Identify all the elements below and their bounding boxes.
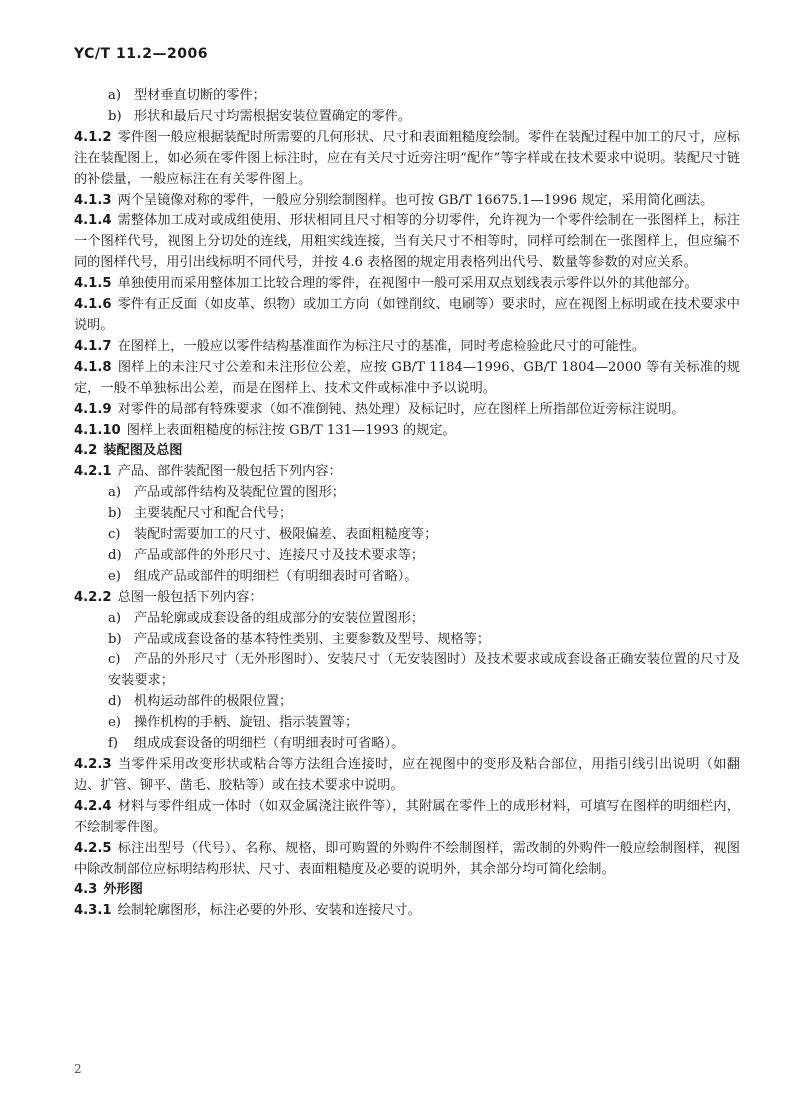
list-item-label: d) xyxy=(108,547,122,563)
clause-paragraph xyxy=(74,358,740,400)
clause-paragraph xyxy=(74,797,740,839)
clause-paragraph xyxy=(74,755,740,797)
clause-number: 4.2.2 xyxy=(74,589,112,605)
clause-paragraph xyxy=(74,400,740,421)
list-item xyxy=(74,713,740,734)
clause-text: 对零件的局部有特殊要求（如不准倒钝、热处理）及标记时，应在图样上所指部位近旁标注说明。 xyxy=(117,401,685,417)
clause-paragraph xyxy=(74,274,740,295)
clause-paragraph xyxy=(74,191,740,212)
list-item xyxy=(74,734,740,755)
list-item-text: 机构运动部件的极限位置； xyxy=(134,694,293,710)
clause-text: 标注出型号（代号）、名称、规格，即可购置的外购件不绘制图样，需改制的外购件一般应绘制图样，视图中除改制部位应标明结构形状、尺寸、表面粗糙度及必要的说明外，其余部分均可简化绘制。 xyxy=(74,840,740,877)
clause-number: 4.1.10 xyxy=(74,422,121,438)
clause-text: 图样上的未注尺寸公差和未注形位公差，应按 GB/T 1184—1996、GB/T 1804—2000 等有关标准的规定，一般不单独标出公差，而是在图样上、技术文件或标准中予以说明。 xyxy=(74,359,740,396)
list-item-label: e) xyxy=(108,568,121,584)
clause-number: 4.1.5 xyxy=(74,276,112,292)
list-item-label: c) xyxy=(108,652,121,668)
list-item-text: 操作机构的手柄、旋钮、指示装置等； xyxy=(134,715,359,731)
list-item-label: b) xyxy=(108,506,122,522)
list-item-text: 主要装配尺寸和配合代号； xyxy=(134,506,293,522)
clause-number: 4.2.1 xyxy=(74,464,112,480)
clause-number: 4.2.3 xyxy=(74,757,112,772)
clause-number: 4.1.6 xyxy=(74,297,112,313)
clause-number: 4.1.9 xyxy=(74,401,112,417)
section-heading xyxy=(74,441,740,462)
list-item-text: 产品或成套设备的基本特性类别、主要参数及型号、规格等； xyxy=(134,631,491,647)
list-item-label: e) xyxy=(108,715,121,731)
clause-text: 零件有正反面（如皮革、织物）或加工方向（如锉削纹、电刷等）要求时，应在视图上标明或在技术要求中说明。 xyxy=(74,297,740,333)
list-item-text: 产品或部件结构及装配位置的图形； xyxy=(134,485,345,501)
clause-text: 材料与零件组成一体时（如双金属浇注嵌件等），其附属在零件上的成形材料，可填写在图样的明细栏内，不绘制零件图。 xyxy=(74,798,740,835)
clause-paragraph xyxy=(74,295,740,337)
clause-text: 当零件采用改变形状或粘合等方法组合连接时，应在视图中的变形及粘合部位，用指引线引出说明（如翻边、扩管、铆平、凿毛、胶粘等）或在技术要求中说明。 xyxy=(74,757,740,793)
clause-number: 4.3.1 xyxy=(74,903,112,919)
clause-number: 4.1.8 xyxy=(74,359,112,375)
clause-paragraph xyxy=(74,421,740,442)
clause-paragraph xyxy=(74,462,740,483)
clause-number: 4.2.4 xyxy=(74,798,112,814)
list-item-label: a) xyxy=(108,485,122,501)
clause-number: 4.3 xyxy=(74,882,98,898)
section-title: 装配图及总图 xyxy=(103,443,183,459)
list-item-text: 型材垂直切断的零件； xyxy=(134,88,266,103)
list-item xyxy=(74,504,740,525)
clause-text: 绘制轮廓图形，标注必要的外形、安装和连接尺寸。 xyxy=(117,903,421,919)
clause-text: 图样上表面粗糙度的标注按 GB/T 131—1993 的规定。 xyxy=(126,422,456,438)
list-item xyxy=(74,692,740,713)
clause-text: 总图一般包括下列内容： xyxy=(117,589,263,605)
clause-paragraph xyxy=(74,128,740,191)
list-item xyxy=(74,567,740,588)
clause-text: 在图样上，一般应以零件结构基准面作为标注尺寸的基准，同时考虑检验此尺寸的可能性。 xyxy=(117,338,646,354)
list-item xyxy=(74,86,740,107)
list-item-text: 组成产品或部件的明细栏（有明细表时可省略）。 xyxy=(134,568,418,584)
clause-paragraph xyxy=(74,211,740,274)
clause-number: 4.2 xyxy=(74,443,98,459)
list-item-text: 产品轮廓或成套设备的组成部分的安装位置图形； xyxy=(134,610,425,626)
clause-paragraph xyxy=(74,901,740,922)
list-item-label: f) xyxy=(108,736,119,752)
list-item xyxy=(74,546,740,567)
clause-paragraph xyxy=(74,337,740,358)
list-item xyxy=(74,650,740,692)
clause-text: 两个呈镜像对称的零件，一般应分别绘制图样。也可按 GB/T 16675.1—1996 规定，采用简化画法。 xyxy=(117,192,714,208)
list-item xyxy=(74,609,740,630)
list-item xyxy=(74,630,740,651)
clause-number: 4.1.7 xyxy=(74,338,112,354)
section-heading xyxy=(74,880,740,901)
clause-number: 4.1.4 xyxy=(74,213,112,229)
list-item xyxy=(74,525,740,546)
list-item-label: a) xyxy=(108,88,122,103)
list-item-label: b) xyxy=(108,108,122,124)
clause-text: 单独使用而采用整体加工比较合理的零件，在视图中一般可采用双点划线表示零件以外的其他部分。 xyxy=(117,276,698,292)
clause-paragraph xyxy=(74,839,740,881)
clause-number: 4.2.5 xyxy=(74,840,112,856)
section-title: 外形图 xyxy=(103,882,143,898)
list-item-text: 形状和最后尺寸均需根据安装位置确定的零件。 xyxy=(134,108,411,124)
list-item xyxy=(74,107,740,128)
clause-text: 零件图一般应根据装配时所需要的几何形状、尺寸和表面粗糙度绘制。零件在装配过程中加工的尺寸，应标注在装配图上，如必须在零件图上标注时，应在有关尺寸近旁注明“配作”等字样或在技术要求中说明。装配尺寸链的补偿量，一般应标注在有关零件图上。 xyxy=(74,129,740,187)
list-item-text: 组成成套设备的明细栏（有明细表时可省略）。 xyxy=(134,736,405,752)
page-number: 2 xyxy=(74,1062,82,1076)
list-item-text: 产品的外形尺寸（无外形图时）、安装尺寸（无安装图时）及技术要求或成套设备正确安装位置的尺寸及安装要求； xyxy=(108,652,740,689)
clause-number: 4.1.2 xyxy=(74,129,112,145)
document-body xyxy=(74,86,740,922)
list-item-label: c) xyxy=(108,527,121,543)
clause-text: 需整体加工成对或成组使用、形状相同且尺寸相等的分切零件，允许视为一个零件绘制在一张图样上，标注一个图样代号，视图上分切处的连线，用粗实线连接，当有关尺寸不相等时，同样可绘制在一张图样上，但应编不同的图样代号，用引出线标明不同代号，并按 4.6 表格图的规定用表格列出代号、数量等参数的对应关系。 xyxy=(74,213,740,271)
list-item-text: 产品或部件的外形尺寸、连接尺寸及技术要求等； xyxy=(134,547,425,563)
standard-header: YC/T 11.2—2006 xyxy=(74,46,208,62)
list-item-label: d) xyxy=(108,694,122,710)
list-item-label: b) xyxy=(108,631,122,647)
clause-paragraph xyxy=(74,588,740,609)
clause-number: 4.1.3 xyxy=(74,192,112,208)
list-item xyxy=(74,483,740,504)
clause-text: 产品、部件装配图一般包括下列内容： xyxy=(117,464,342,480)
list-item-text: 装配时需要加工的尺寸、极限偏差、表面粗糙度等； xyxy=(134,527,438,543)
list-item-label: a) xyxy=(108,610,122,626)
